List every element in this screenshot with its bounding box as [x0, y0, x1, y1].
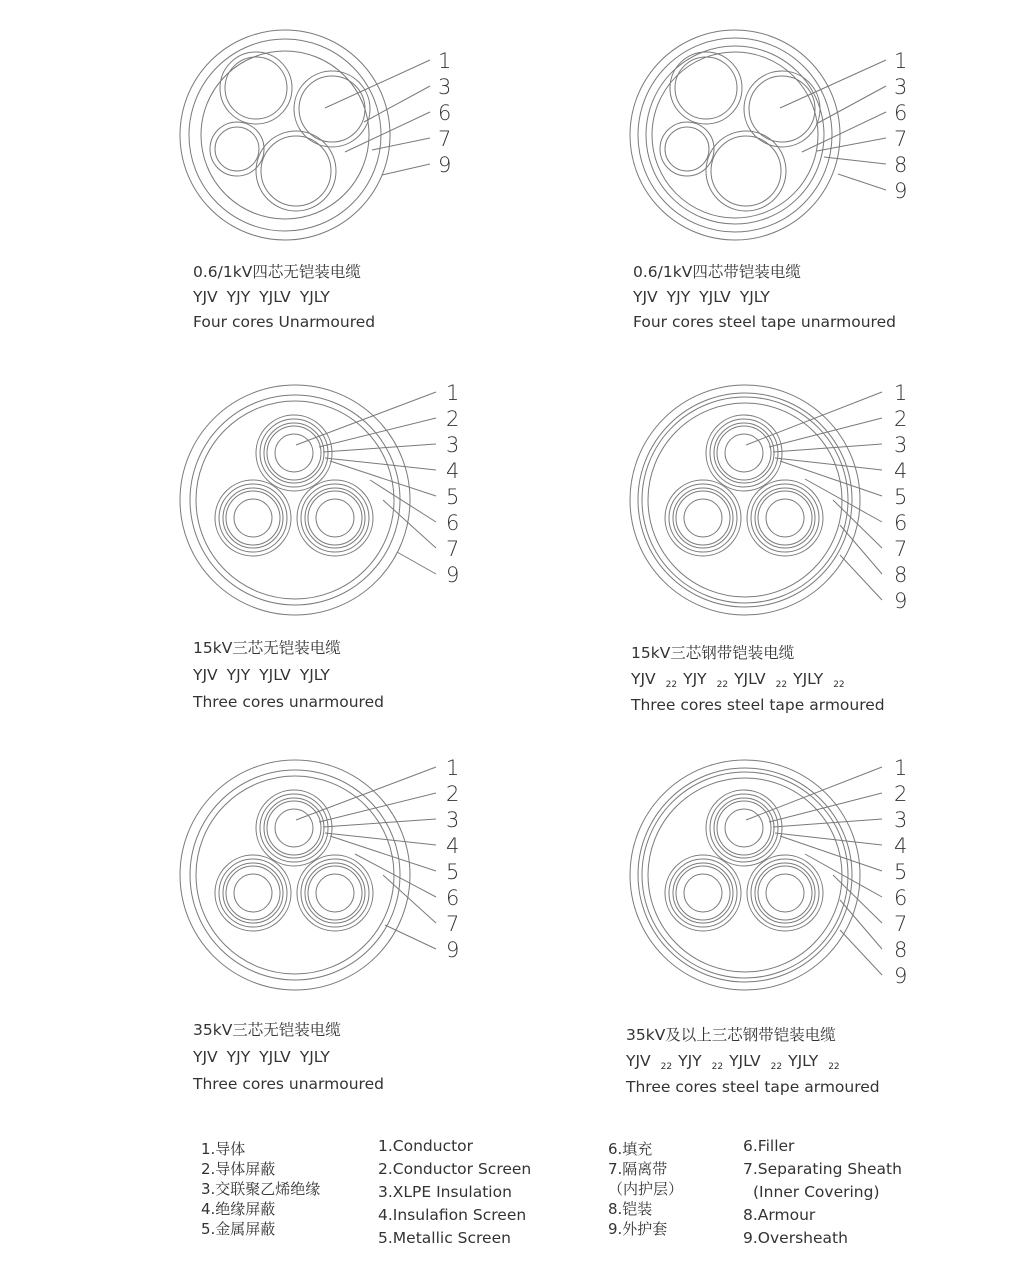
caption-models [193, 663, 384, 690]
model-code: YJY $_{22}$ [678, 1052, 724, 1072]
caption-title: 0.6/1kV四芯带铠装电缆 [633, 263, 801, 281]
model-code: YJY [666, 288, 691, 306]
diagram-3-callout-labels [446, 381, 459, 587]
diagram-5-callout-labels [446, 756, 459, 962]
model-subscript: 22 [660, 1062, 673, 1072]
legend-item: 6.填充 [608, 1140, 653, 1158]
model-code: YJLY $_{22}$ [793, 670, 845, 690]
callout-7: 7 [894, 912, 908, 936]
legend-item: 2.导体屏蔽 [201, 1160, 276, 1178]
callout-8: 8 [894, 563, 908, 587]
callout-7: 7 [894, 127, 908, 151]
caption-diagram-2 [633, 260, 896, 335]
caption-description: Four cores steel tape unarmoured [633, 313, 896, 331]
model-subscript: 22 [828, 1062, 840, 1072]
callout-4: 4 [894, 834, 908, 858]
callout-9: 9 [894, 179, 908, 203]
model-subscript: 22 [833, 680, 845, 690]
callout-6: 6 [894, 886, 908, 910]
diagram-6-callout-labels [894, 756, 907, 988]
diagram-1-callout-labels [438, 49, 451, 177]
callout-6: 6 [446, 886, 460, 910]
model-code: YJLY [739, 288, 770, 306]
callout-6: 6 [446, 511, 460, 535]
callout-4: 4 [446, 834, 460, 858]
diagram-15kv-three-core-armoured [630, 375, 930, 615]
legend-item: 4.绝缘屏蔽 [201, 1200, 276, 1218]
caption-title: 35kV及以上三芯钢带铠装电缆 [626, 1026, 836, 1044]
caption-models [193, 1045, 384, 1072]
model-code: YJLV [259, 666, 291, 684]
legend-zh-right [608, 1139, 683, 1239]
model-code: YJLY $_{22}$ [788, 1052, 840, 1072]
callout-7: 7 [894, 537, 908, 561]
callout-2: 2 [894, 407, 908, 431]
caption-diagram-4 [631, 641, 885, 718]
diagram-four-core-unarmoured [160, 30, 480, 240]
caption-description: Four cores Unarmoured [193, 313, 376, 331]
model-code: YJV [193, 1048, 218, 1066]
model-code: YJV [633, 288, 658, 306]
model-code: YJV [193, 288, 218, 306]
legend-item: 3.交联聚乙烯绝缘 [201, 1180, 321, 1198]
legend-item: 9.外护套 [608, 1220, 668, 1238]
legend-item: (Inner Covering) [753, 1183, 880, 1201]
caption-models [193, 285, 375, 310]
model-code: YJLV $_{22}$ [729, 1052, 783, 1072]
legend-en-left [378, 1135, 531, 1250]
callout-8: 8 [894, 153, 908, 177]
callout-5: 5 [894, 860, 908, 884]
callout-3: 3 [438, 75, 452, 99]
legend-item: 2.Conductor Screen [378, 1160, 532, 1178]
legend-item: 3.XLPE Insulation [378, 1183, 512, 1201]
legend-en-right [743, 1135, 902, 1250]
callout-3: 3 [894, 75, 908, 99]
model-code: YJLV [259, 1048, 291, 1066]
callout-2: 2 [446, 407, 460, 431]
callout-1: 1 [894, 49, 908, 73]
caption-diagram-3 [193, 636, 384, 715]
legend-zh-left [201, 1139, 320, 1239]
callout-7: 7 [438, 127, 452, 151]
callout-8: 8 [894, 938, 908, 962]
diagram-four-core-steel-tape [610, 30, 930, 240]
callout-9: 9 [438, 153, 452, 177]
diagram-35kv-three-core-unarmoured [180, 750, 480, 990]
diagram-4-callout-labels [894, 381, 907, 613]
model-code: YJV $_{22}$ [626, 1052, 673, 1072]
diagram-15kv-three-core-unarmoured [180, 375, 480, 615]
model-code: YJLV [259, 288, 291, 306]
legend-item: 1.Conductor [378, 1137, 474, 1155]
callout-1: 1 [894, 381, 908, 405]
callout-1: 1 [438, 49, 452, 73]
callout-6: 6 [894, 511, 908, 535]
caption-diagram-5 [193, 1018, 384, 1097]
model-code: YJLY [299, 1048, 330, 1066]
legend-item: （内护层） [608, 1180, 684, 1198]
callout-9: 9 [446, 563, 460, 587]
callout-7: 7 [446, 912, 460, 936]
caption-description: Three cores unarmoured [193, 1075, 384, 1093]
callout-4: 4 [446, 459, 460, 483]
model-code: YJLV [699, 288, 731, 306]
callout-3: 3 [446, 433, 460, 457]
callout-3: 3 [894, 433, 908, 457]
callout-3: 3 [894, 808, 908, 832]
callout-6: 6 [438, 101, 452, 125]
legend-item: 7.隔离带 [608, 1160, 668, 1178]
callout-2: 2 [446, 782, 460, 806]
legend-item: 7.Separating Sheath [743, 1160, 902, 1178]
caption-description: Three cores unarmoured [193, 693, 384, 711]
model-code: YJY [226, 666, 251, 684]
legend-item: 8.Armour [743, 1206, 816, 1224]
caption-title: 15kV三芯钢带铠装电缆 [631, 644, 795, 662]
callout-1: 1 [446, 756, 460, 780]
model-code: YJY [226, 288, 251, 306]
model-code: YJV $_{22}$ [631, 670, 678, 690]
model-code: YJLY [299, 288, 330, 306]
model-code: YJY $_{22}$ [683, 670, 729, 690]
legend-item: 1.导体 [201, 1140, 246, 1158]
legend-item: 5.Metallic Screen [378, 1229, 511, 1247]
model-code: YJLY [299, 666, 330, 684]
diagram-2-callout-labels [894, 49, 907, 203]
caption-title: 15kV三芯无铠装电缆 [193, 639, 341, 657]
callout-5: 5 [446, 860, 460, 884]
model-subscript: 22 [775, 680, 788, 690]
legend-item: 4.Insulafion Screen [378, 1206, 527, 1224]
callout-1: 1 [446, 381, 460, 405]
model-subscript: 22 [665, 680, 678, 690]
model-subscript: 22 [770, 1062, 783, 1072]
callout-1: 1 [894, 756, 908, 780]
caption-description: Three cores steel tape armoured [631, 696, 885, 714]
caption-description: Three cores steel tape armoured [626, 1078, 880, 1096]
model-code: YJV [193, 666, 218, 684]
caption-models [626, 1049, 880, 1075]
legend-item: 8.铠装 [608, 1200, 653, 1218]
callout-9: 9 [446, 938, 460, 962]
callout-5: 5 [446, 485, 460, 509]
callout-9: 9 [894, 964, 908, 988]
caption-title: 35kV三芯无铠装电缆 [193, 1021, 341, 1039]
diagram-35kv-three-core-armoured [630, 750, 930, 990]
caption-models [633, 285, 896, 310]
caption-diagram-1 [193, 260, 375, 335]
callout-3: 3 [446, 808, 460, 832]
model-subscript: 22 [711, 1062, 724, 1072]
caption-title: 0.6/1kV四芯无铠装电缆 [193, 263, 361, 281]
legend-item: 9.Oversheath [743, 1229, 848, 1247]
legend-item: 5.金属屏蔽 [201, 1220, 276, 1238]
legend-item: 6.Filler [743, 1137, 795, 1155]
caption-diagram-6 [626, 1023, 880, 1100]
model-code: YJY [226, 1048, 251, 1066]
callout-9: 9 [894, 589, 908, 613]
model-code: YJLV $_{22}$ [734, 670, 788, 690]
caption-models [631, 667, 885, 693]
callout-6: 6 [894, 101, 908, 125]
callout-2: 2 [894, 782, 908, 806]
callout-4: 4 [894, 459, 908, 483]
model-subscript: 22 [716, 680, 729, 690]
callout-5: 5 [894, 485, 908, 509]
callout-7: 7 [446, 537, 460, 561]
